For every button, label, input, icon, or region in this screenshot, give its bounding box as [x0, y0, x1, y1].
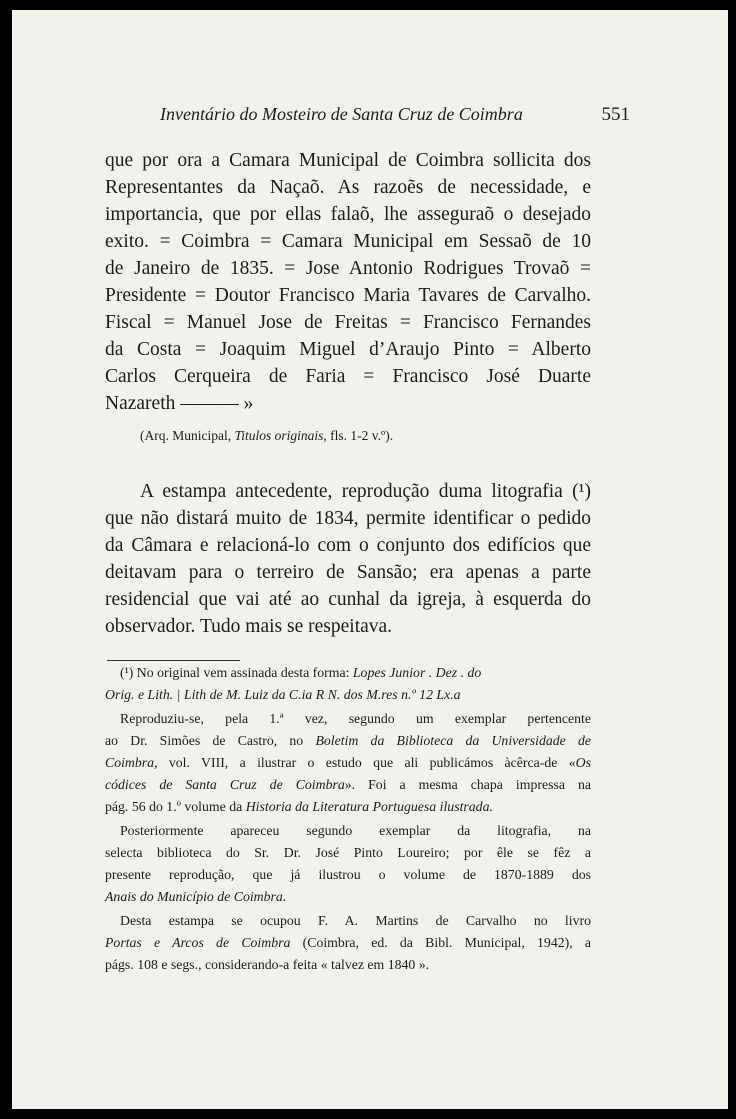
- reference-title: Titulos originais,: [234, 428, 327, 443]
- letter-line: Fiscal = Manuel Jose de Freitas = Francisco Fernandes: [105, 312, 591, 333]
- footnote-line: Portas e Arcos de Coimbra (Coimbra, ed. da Bibl. Municipal, 1942), a: [105, 935, 592, 950]
- footnote-line: Anais do Município de Coimbra.: [105, 889, 287, 904]
- footnote-line: Coimbra, vol. VIII, a ilustrar o estudo que ali publicámos àcêrca-de «Os: [105, 755, 591, 770]
- footnote-line: ao Dr. Simões de Castro, no Boletim da Biblioteca da Universidade de: [105, 733, 592, 748]
- body-line: da Câmara e relacioná-lo com o conjunto dos edifícios que: [105, 535, 591, 556]
- document-page: [12, 10, 728, 1109]
- page-number: 551: [601, 104, 630, 125]
- footnote-line: pág. 56 do 1.º volume da Historia da Literatura Portuguesa ilustrada.: [105, 799, 493, 814]
- footnote-line: Desta estampa se ocupou F. A. Martins de Carvalho no livro: [120, 913, 591, 928]
- letter-line: Representantes da Naçaõ. As razoẽs de necessidade, e: [105, 177, 591, 198]
- letter-line: de Janeiro de 1835. = Jose Antonio Rodrigues Trovaõ =: [105, 258, 591, 279]
- letter-line: Carlos Cerqueira de Faria = Francisco José Duarte: [105, 366, 591, 387]
- footnote-marker: (¹): [120, 665, 134, 680]
- footnote-line: códices de Santa Cruz de Coimbra». Foi a mesma chapa impressa na: [105, 777, 591, 792]
- footnote-line: presente reprodução, que já ilustrou o volume de 1870-1889 dos: [105, 867, 591, 882]
- body-line: A estampa antecedente, reprodução duma litografia (¹): [140, 481, 591, 502]
- letter-line: da Costa = Joaquim Miguel d’Araujo Pinto = Alberto: [105, 339, 591, 360]
- footnote-line: selecta biblioteca do Sr. Dr. José Pinto Loureiro; por êle se fêz a: [105, 845, 591, 860]
- letter-line: Nazareth ——— »: [105, 393, 254, 414]
- running-title: Inventário do Mosteiro de Santa Cruz de Coimbra: [160, 104, 523, 124]
- running-header: [160, 104, 630, 125]
- body-line: residencial que vai até ao cunhal da igreja, à esquerda do: [105, 589, 591, 610]
- footnote-divider: [107, 660, 240, 661]
- body-line: deitavam para o terreiro de Sansão; era apenas a parte: [105, 562, 591, 583]
- letter-line: que por ora a Camara Municipal de Coimbra sollicita dos: [105, 150, 591, 171]
- archive-reference: (Arq. Municipal, Titulos originais, fls. 1-2 v.º).: [140, 428, 394, 443]
- footnote-line: Posteriormente apareceu segundo exemplar da litografia, na: [120, 823, 591, 838]
- letter-line: exito. = Coimbra = Camara Municipal em Sessaõ de 10: [105, 231, 591, 252]
- letter-line: importancia, que por ellas falaõ, lhe asseguraõ o desejado: [105, 204, 591, 225]
- body-line: que não distará muito de 1834, permite identificar o pedido: [105, 508, 591, 529]
- letter-line: Presidente = Doutor Francisco Maria Tavares de Carvalho.: [105, 285, 591, 306]
- footnote-line: Reproduziu-se, pela 1.ª vez, segundo um exemplar pertencente: [120, 711, 591, 726]
- footnote-line: (¹) No original vem assinada desta forma: Lopes Junior . Dez . do: [120, 665, 482, 680]
- footnote-line: Orig. e Lith. | Lith de M. Luiz da C.ia R N. dos M.res n.º 12 Lx.a: [105, 687, 461, 702]
- body-line: observador. Tudo mais se respeitava.: [105, 616, 393, 637]
- footnote-line: págs. 108 e segs., considerando-a feita « talvez em 1840 ».: [105, 957, 430, 972]
